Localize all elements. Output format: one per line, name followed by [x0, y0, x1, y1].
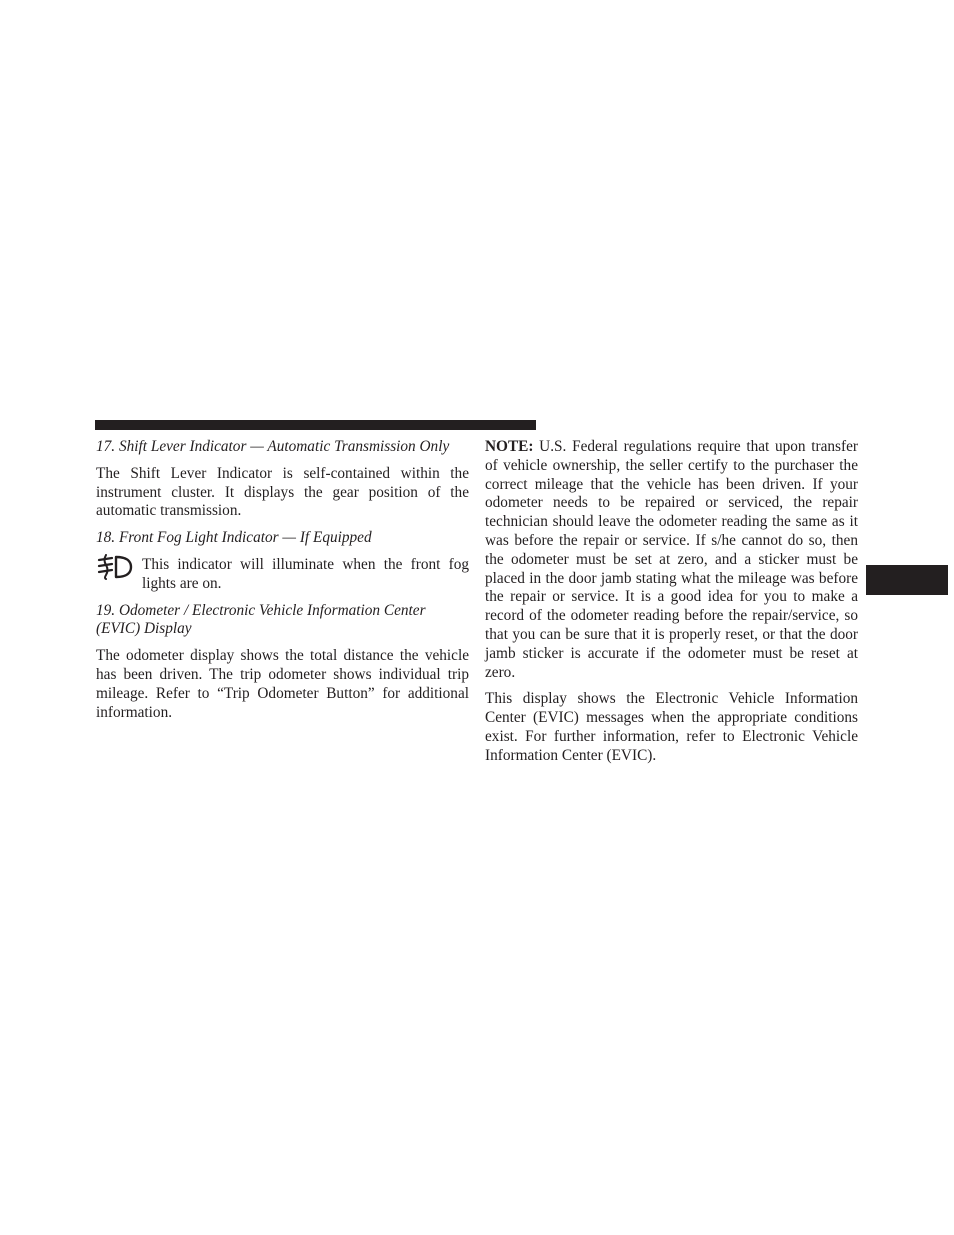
paragraph-front-fog-light-indicator: This indicator will illuminate when the front fog lights are on.	[142, 555, 469, 592]
chapter-edge-tab	[866, 565, 948, 595]
heading-odometer-evic-display: 19. Odometer / Electronic Vehicle Information Center (EVIC) Display	[96, 601, 426, 638]
front-fog-light-icon	[96, 554, 134, 580]
note-text: U.S. Federal regulations require that upon transfer of vehicle ownership, the seller certify to the purchaser the correct mileage that the vehicle has been driven. If your odometer needs to be repaired or serviced, the repair technician should leave the odometer reading the same as it was before the repair or service. If s/he cannot do so, then the odometer must be set at zero, and a sticker must be placed in the door jamb stating what the mileage was before the repair or service. It is a good idea for you to make a record of the odometer reading before the repair/service, so that you can be sure that it is properly reset, or that the door jamb sticker is accurate if the odometer must be reset at zero.	[485, 438, 858, 681]
heading-shift-lever-indicator: 17. Shift Lever Indicator — Automatic Transmission Only	[96, 438, 450, 455]
paragraph-odometer-display: The odometer display shows the total distance the vehicle has been driven. The trip odometer shows individual trip mileage. Refer to “Trip Odometer Button” for additional information.	[96, 647, 469, 721]
paragraph-shift-lever-indicator: The Shift Lever Indicator is self-contained within the instrument cluster. It displays the gear position of the automatic transmission.	[96, 464, 469, 520]
left-column	[96, 438, 469, 730]
note-paragraph	[485, 438, 858, 682]
fog-light-indicator-row	[96, 556, 469, 594]
right-column	[485, 438, 858, 774]
note-label: NOTE:	[485, 438, 534, 455]
paragraph-evic-display: This display shows the Electronic Vehicle Information Center (EVIC) messages when the appropriate conditions exist. For further information, refer to Electronic Vehicle Information Center (EVIC).	[485, 690, 858, 764]
section-top-rule	[95, 420, 536, 430]
heading-front-fog-light-indicator: 18. Front Fog Light Indicator — If Equipped	[96, 529, 372, 547]
